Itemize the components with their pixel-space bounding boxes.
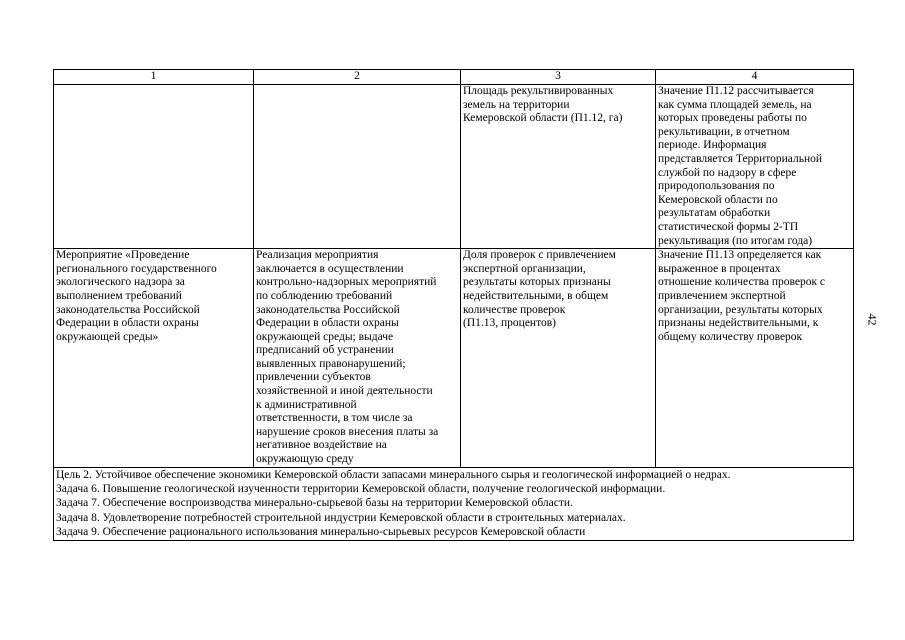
column-number-4: 4 [656, 70, 854, 85]
document-table [53, 69, 854, 541]
column-number-3: 3 [461, 70, 656, 85]
column-number-2: 2 [254, 70, 461, 85]
goals-cell [54, 467, 854, 540]
task-line: Задача 9. Обеспечение рационального использования минерально-сырьевых ресурсов Кемеровской области [56, 526, 586, 539]
table-row [54, 85, 854, 249]
table-header-row [54, 70, 854, 85]
measure-cell [54, 85, 254, 249]
goals-row [54, 467, 854, 540]
description-cell [254, 85, 461, 249]
task-line: Задача 8. Удовлетворение потребностей строительной индустрии Кемеровской области в строительных материалах. [56, 511, 626, 524]
indicator-cell: Доля проверок с привлечением экспертной организации, результаты которых признаны недействительными, в общем количестве проверок (П1.13, процентов) [461, 249, 656, 468]
table-row [54, 249, 854, 468]
goal-line: Цель 2. Устойчивое обеспечение экономики Кемеровской области запасами минерального сырья и геологической информацией о недрах. [56, 468, 731, 481]
indicator-cell: Площадь рекультивированных земель на территории Кемеровской области (П1.12, га) [461, 85, 656, 249]
column-number-1: 1 [54, 70, 254, 85]
description-cell: Реализация мероприятия заключается в осуществлении контрольно-надзорных мероприятий по соблюдению требований законодательства Российской Федерации в области охраны окружающей среды; выдаче предписаний об устранении выявленных правонарушений; привлечении субъектов хозяйственной и иной деятельности к административной ответственности, в том числе за нарушение сроков внесения платы за негативное воздействие на окружающую среду [254, 249, 461, 468]
calculation-cell: Значение П1.12 рассчитывается как сумма площадей земель, на которых проведены работы по рекультивации, в отчетном периоде. Информация представляется Территориальной службой по надзору в сфере природопользования по Кемеровской области по результатам обработки статистической формы 2-ТП рекультивация (по итогам года) [656, 85, 854, 249]
calculation-cell: Значение П1.13 определяется как выраженное в процентах отношение количества проверок с привлечением экспертной организации, результаты которых признаны недействительными, к общему количеству проверок [656, 249, 854, 468]
page-number: 42 [865, 313, 880, 326]
task-line: Задача 6. Повышение геологической изученности территории Кемеровской области, получение геологической информации. [56, 483, 666, 496]
task-line: Задача 7. Обеспечение воспроизводства минерально-сырьевой базы на территории Кемеровской области. [56, 497, 573, 510]
measure-cell: Мероприятие «Проведение регионального государственного экологического надзора за выполнением требований законодательства Российской Федерации в области охраны окружающей среды» [54, 249, 254, 468]
